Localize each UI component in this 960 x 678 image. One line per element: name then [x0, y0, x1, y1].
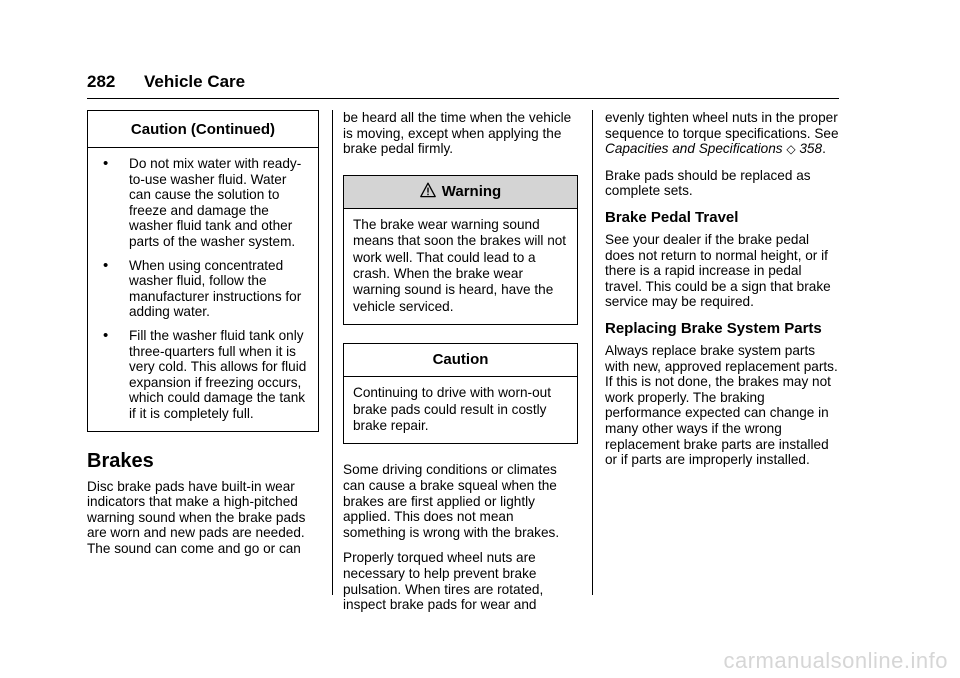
watermark: carmanualsonline.info [723, 648, 948, 673]
column-2 [343, 110, 578, 623]
page-number: 282 [87, 72, 116, 91]
continuation-end: . [822, 141, 826, 157]
caution-text: Continuing to drive with worn-out brake pads could result in costly brake repair. [353, 385, 551, 434]
warning-triangle-icon [420, 182, 436, 198]
xref-arrow-icon: ◇ [786, 142, 796, 157]
warning-body [344, 209, 577, 324]
caution-continued-box [87, 110, 319, 432]
brakes-intro-part1: Disc brake pads have built-in wear indicators that make a high-pitched warning sound when the brake pads are worn and new pads are needed. The sound can come and go or can [87, 478, 306, 556]
wheel-nuts-paragraph: Properly torqued wheel nuts are necessary to help prevent brake pulsation. When tires are rotated, inspect brake pads for wear and [343, 550, 544, 613]
list-item [97, 328, 310, 422]
bullet-icon: • [103, 256, 109, 274]
column-divider [332, 110, 333, 595]
column-3 [605, 110, 840, 478]
brakes-heading: Brakes [87, 449, 154, 472]
caution-box [343, 343, 578, 444]
column-1 [87, 110, 319, 566]
wheel-nuts-continuation [605, 110, 840, 158]
squeal-paragraph: Some driving conditions or climates can cause a brake squeal when the brakes are first applied or lightly applied. This does not mean something is wrong with the brakes. [343, 462, 560, 540]
caution-title: Caution [344, 344, 577, 377]
brake-pedal-heading: Brake Pedal Travel [605, 208, 739, 226]
xref-link[interactable]: Capacities and Specifications [605, 141, 783, 157]
continuation-text: evenly tighten wheel nuts in the proper sequence to torque specifications. See [605, 110, 839, 141]
page-header [87, 72, 839, 99]
list-item [97, 156, 310, 250]
column-divider [592, 110, 593, 595]
brakes-intro-part2: be heard all the time when the vehicle is moving, except when applying the brake pedal firmly. [343, 110, 572, 157]
replacing-parts-text: Always replace brake system parts with new, approved replacement parts. If this is not done, the brakes may not work properly. The braking performance expected can change in many other ways if the wrong replacement brake parts are installed or if parts are improperly installed. [605, 342, 838, 468]
warning-title-bar [344, 176, 577, 209]
bullet-text: When using concentrated washer fluid, follow the manufacturer instructions for adding water. [129, 257, 302, 320]
caution-bullet-list [88, 148, 318, 431]
warning-box [343, 175, 578, 325]
bullet-text: Fill the washer fluid tank only three-quarters full when it is very cold. This allows for fluid expansion if freezing occurs, which could damage the tank if it is completely full. [129, 327, 307, 421]
brake-pedal-text: See your dealer if the brake pedal does not return to normal height, or if there is a rapid increase in pedal travel. This could be a sign that brake service may be required. [605, 231, 831, 310]
bullet-text: Do not mix water with ready-to-use washer fluid. Water can cause the solution to freeze and damage the washer fluid tank and other parts of the washer system. [129, 156, 302, 249]
warning-title: Warning [441, 182, 502, 200]
warning-text: The brake wear warning sound means that soon the brakes will not work well. That could lead to a crash. When the brake wear warning sound is heard, have the vehicle serviced. [353, 216, 567, 314]
caution-continued-title: Caution (Continued) [88, 111, 318, 148]
caution-body [344, 377, 577, 443]
bullet-icon: • [103, 155, 109, 172]
pads-note: Brake pads should be replaced as complete sets. [605, 167, 811, 199]
bullet-icon: • [103, 326, 109, 344]
list-item [97, 258, 310, 320]
xref-page[interactable]: 358 [799, 141, 823, 157]
section-title: Vehicle Care [144, 72, 246, 91]
replacing-parts-heading: Replacing Brake System Parts [605, 319, 822, 337]
